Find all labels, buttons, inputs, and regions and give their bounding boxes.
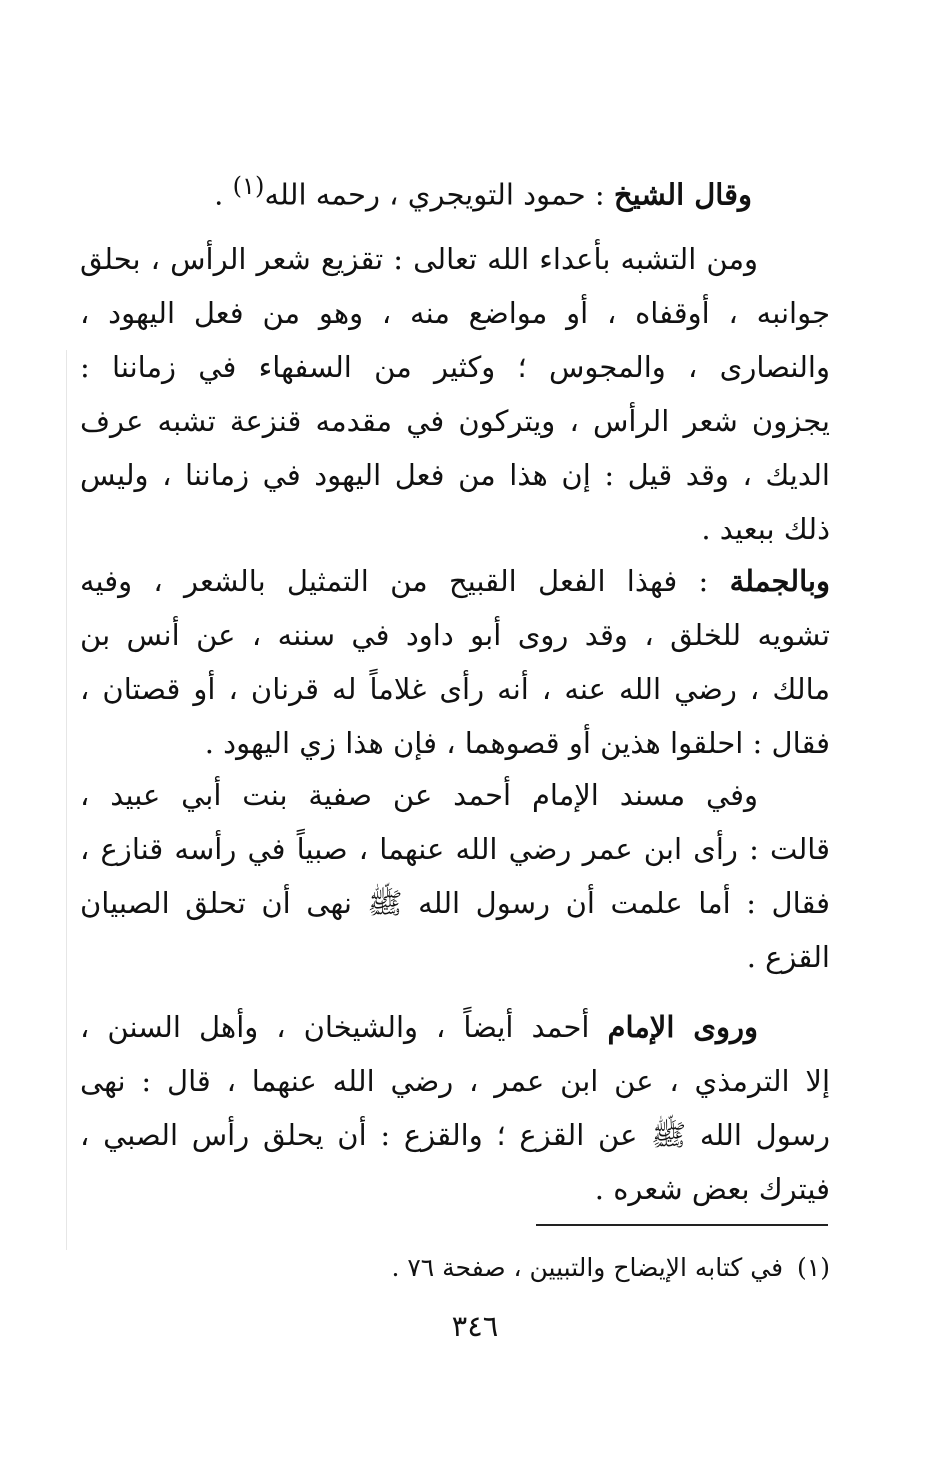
heading-bold: وقال الشيخ [613,177,752,212]
paragraph-2 [80,554,830,770]
paragraph-line: والنصارى ، والمجوس ؛ وكثير من السفهاء في زماننا : [80,350,830,384]
paragraph-line: إلا الترمذي ، عن ابن عمر ، رضي الله عنهما ، قال : نهى [80,1064,830,1098]
footnote [230,1246,830,1290]
paragraph-3 [80,768,830,984]
footnote-mark: (١) [797,1253,830,1282]
paragraph-lead-text: : فهذا الفعل القبيح من التمثيل بالشعر ، وفيه [80,564,709,598]
page-number: ٣٤٦ [451,1309,499,1343]
scan-margin-line [66,350,67,1250]
heading-text: : حمود التويجري ، رحمه الله [264,177,605,212]
paragraph-4 [80,1000,830,1216]
paragraph-line: تشويه للخلق ، وقد روى أبو داود في سننه ، عن أنس بن [80,618,830,652]
footnote-reference: (١) [232,172,265,200]
footnote-divider [536,1224,828,1226]
paragraph-line: رسول الله ﷺ عن القزع ؛ والقزع : أن يحلق رأس الصبي ، [80,1118,830,1152]
paragraph-lead-line [80,554,830,608]
paragraph-line: القزع . [746,940,830,974]
paragraph-line: فقال : احلقوا هذين أو قصوهما ، فإن هذا زي اليهود . [204,726,830,760]
paragraph-lead-bold: وروى الإمام [607,1010,758,1044]
paragraph-line: فيترك بعض شعره . [594,1172,830,1206]
paragraph-line: قالت : رأى ابن عمر رضي الله عنهما ، صبياً في رأسه قنازع ، [80,832,830,866]
paragraph-lead-line [80,1000,830,1054]
paragraph-line: جوانبه ، أوقفاه ، أو مواضع منه ، وهو من فعل اليهود ، [80,296,830,330]
heading-end: . [214,177,224,212]
paragraph-line: الديك ، وقد قيل : إن هذا من فعل اليهود في زماننا ، وليس [80,458,830,492]
paragraph-1 [80,232,830,556]
paragraph-lead-bold: وبالجملة [729,564,831,598]
paragraph-line: وفي مسند الإمام أحمد عن صفية بنت أبي عبيد ، [80,778,758,812]
paragraph-line: يجزون شعر الرأس ، ويتركون في مقدمه قنزعة تشبه عرف [80,404,830,438]
paragraph-line: ذلك ببعيد . [701,512,830,546]
paragraph-line: فقال : أما علمت أن رسول الله ﷺ نهى أن تحلق الصبيان [80,886,830,920]
paragraph-lead-text: أحمد أيضاً ، والشيخان ، وأهل السنن ، [80,1010,590,1044]
paragraph-line: مالك ، رضي الله عنه ، أنه رأى غلاماً له قرنان ، أو قصتان ، [80,672,830,706]
paragraph-line: ومن التشبه بأعداء الله تعالى : تقزيع شعر الرأس ، بحلق [80,242,758,276]
footnote-text: في كتابه الإيضاح والتبيين ، صفحة ٧٦ . [391,1253,784,1282]
section-heading [192,160,752,221]
